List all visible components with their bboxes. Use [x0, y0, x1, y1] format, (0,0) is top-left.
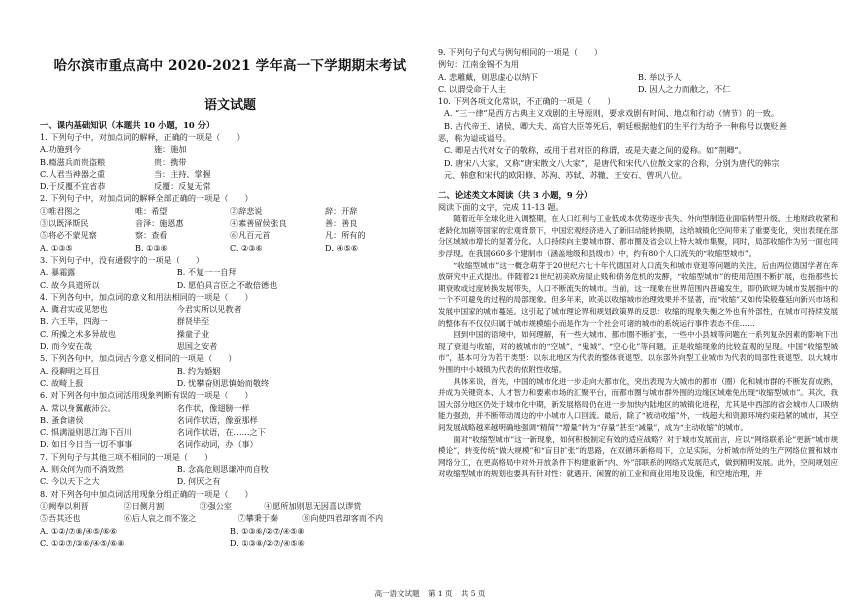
- footer-page-number: 第 1 页: [427, 589, 453, 598]
- q5-options: C. 故畸上报 D. 忧攀奋则思慎始而敬终: [40, 377, 270, 388]
- q10-option-d-cont: 元、韩愈和宋代的欧阳修、苏洵、苏轼、苏辙、王安石、曾巩八位。: [444, 169, 687, 180]
- q6-option-b: B. 蚤食诸侯 名词作状语，像蚕那样: [40, 414, 258, 425]
- q3-options: C. 故今具道所以 D. 愿伯具言臣之不敢倍德也: [40, 279, 278, 290]
- q5-options: A. 役聊明之耳目 B. 约为婚姻: [40, 365, 221, 376]
- q2-options: A. ①③⑤ B. ①③⑥ C. ②③⑥ D. ④⑤⑥: [40, 242, 359, 253]
- footer-total-pages: 共 5 页: [460, 589, 486, 598]
- q10-stem: 10. 下列各项文化常识，不正确的一项是（ ）: [438, 96, 616, 107]
- q6-stem: 6. 对下列各句中加点词活用现象判断有误的一项是（ ）: [40, 390, 253, 401]
- reading-paragraph: 回到中国的语境中，如何理解，有一些大城市、都市圈不断扩张，一些中小县城等问题在一系列复杂因素的影响下出现了衰退与收缩，对的被城市的“空城”、“鬼城”、“空心化”等问题，正是收缩现象的比较直观的呈现。中国“收缩型城市”，基本可分为若干类型：以东北地区为代表的整体衰退型、以东部外向型工业城市为代表的局部性衰退型、以大城市外围的中小城镇为代表的依附性收缩。: [438, 330, 838, 374]
- q2-items-row: ①唯君图之 唯：希望 ②辞悲说 辞：开辞: [40, 205, 358, 216]
- q8-options: C. ①②⑦/③⑥/④⑤/⑥⑧ D. ①③⑧/②⑦/④⑤⑥: [40, 537, 305, 548]
- q5-stem: 5. 下列各句中，加点词古今意义相同的一项是（ ）: [40, 353, 237, 364]
- page-footer: [0, 588, 860, 599]
- section-2-heading: 二、论述类文本阅读（共 3 小题，9 分）: [438, 190, 593, 201]
- left-column: [40, 50, 420, 549]
- q10-option-b: B. 古代帝王、诸侯、卿大夫、高官大臣等死后，朝廷根据他们的生平行为给予一种称号以褒贬善: [444, 120, 787, 131]
- q4-option-a: A. 冀君实或见恕也 今君实所以见教者: [40, 304, 242, 315]
- q3-stem: 3. 下列句子中，没有通假字的一项是（ ）: [40, 254, 205, 265]
- q10-option-b-cont: 恶，称为谥或谥号。: [438, 133, 511, 144]
- q9-options: A. 悲雕戴，则思虚心以纳下 B. 举以予人: [438, 71, 682, 82]
- q8-items-row: ⑤吾其还也 ⑥后人哀之而不鉴之 ⑦攀秉于秦 ⑧向使四君却客而不内: [40, 513, 384, 524]
- reading-paragraph: 面对“收缩型城市”这一新现象，如何积极制定有效的适应战略？对于城市发展而言，应以“网络联系论”更新“城市规模论”，转变传统“做大规模”和“盲目扩张”的思路，在双循环新格局下，立足实际，分析城市所处的生产网络位置和城市网络分工，在更高格局中对外开放条件下构建重新“内、外”部联系的网络式发展范式，做到精明发展。此外，空间规划应对收缩型城市的规划也要具有针对性：就遇开、闲置的前工业和商业用地及设施，和空地治理，并: [438, 434, 838, 479]
- reading-intro: 阅读下面的文字，完成 11-13 题。: [438, 202, 564, 213]
- q2-items-row: ③以既泽斯民 音泽：施恩惠 ④素善留侯张良 善：善良: [40, 218, 358, 229]
- q2-stem: 2. 下列句子中，对加点词的解释全部正确的一项是（ ）: [40, 193, 253, 204]
- q9-options: C. 以谓受命于人主 D. 因人之力而敝之，不仁: [438, 83, 731, 94]
- q7-stem: 7. 下列句子与其他三项不相同的一项是（ ）: [40, 451, 213, 462]
- q6-option-a: A. 常以身翼蔽沛公。 名作状，像翅膀一样: [40, 402, 250, 413]
- q9-stem: 9. 下列句子句式与例句相同的一项是（ ）: [438, 47, 603, 57]
- q1-stem: 1. 下列句子中，对加点词的解释，正确的一项是（ ）: [40, 132, 245, 142]
- q6-option-c: C. 惧满溢则思江海下百川 名词作状语，在……之下: [40, 427, 266, 438]
- q3-options: A. 暴霜露 B. 不复一一自拜: [40, 267, 237, 278]
- q8-stem: 8. 对下列各句中加点词活用现象分组正确的一项是（ ）: [40, 488, 253, 499]
- section-1-heading: 一、课内基础知识（本题共 10 小题，10 分）: [40, 120, 215, 130]
- reading-paragraph: 具体来说，首先，中国的城市化进一步走向大都市化，突出表现为大城市的都市（圈）化和城市群的不断发育成熟，并成为关键资本、人才智力和要素市场的汇聚平台，而都市圈与城市群外围的边缘区域难免出现“收缩型城市”。其次，我国大部分地区仍处于城市化中期，新发展格局仍在进一步加快内陆地区的城镇化进程，尤其是中西部的省会城市人口吸纳能力强劲，并不断带动周边的中小城市人口回流。最后，除了“被动收缩”外，一线超大和资源环境约束趋紧的城市，其空间发展战略越来越明确地强调“精简”“增量”转为“存量”甚至“减量”，成为“主动收缩”的城市。: [438, 376, 838, 432]
- q4-option-d: D. 而今安在哉 思国之安者: [40, 341, 218, 352]
- q4-option-c: C. 所操之术多异故也 操童子业: [40, 328, 210, 339]
- q6-option-d: D. 如日今日当一切不事事 名词作动词，办（事）: [40, 439, 258, 450]
- q1-option-a: A.功施到今 施：施加: [40, 144, 187, 155]
- exam-title: 哈尔滨市重点高中 2020-2021 学年高一下学期期末考试: [53, 58, 407, 74]
- q9-example: 例句：江南金锡不为用: [438, 59, 519, 70]
- q1-option-c: C.人君当神器之重 当：主持、掌握: [40, 168, 211, 179]
- q10-option-c: C. 卿是古代对女子的敬称，或用于君对臣的称谓，或是夫妻之间的爱称。如“荆卿”。: [444, 145, 747, 156]
- q1-option-d: D.于反覆不宜省恭 反覆：反复无常: [40, 181, 211, 192]
- q1-option-b: B.瘾滋兵而贵盗粮 贵：携带: [40, 156, 187, 167]
- q10-option-d: D. 唐宋八大家，又称“唐宋散文八大家”，是唐代和宋代八位散文家的合称，分别为唐代的韩宗: [444, 157, 780, 168]
- reading-paragraph: “收缩型城市”这一概念萌芽于20世纪六七十年代德国对人口流失和城市衰退等问题的关注，后由两位德国学者在奔放研究中正式提出。伴随着21世纪初美欧房屋止贱和债务危机的发酵，“收缩型城市”的使用范围不断扩展，也指那些长期衰败或过度转换发展带失，人口不断流失的城市。当前，这一现象在世界范围内普遍发生，即仍欧规为城市发展指中的一个不可避免的过程的局部现象。但多年来，欧美以收缩城市治理效果并不显著，而“收缩”又如传染般蔓延向新兴市场和发展中国家的城市蔓延。这引起了城市理论界和规划政策界的反思：收缩的现象失衡之外也有外部性，在城市可持续发展的整体有不仅仅归属于城市规模缩小而是作为一个社会可诸的城市的系统运行事件表态不佳……: [438, 260, 838, 328]
- q8-items-row: ①阙奉以利晋 ②日侧月割 ③强公室 ④愿所加则思无因喜以谬赏: [40, 500, 362, 511]
- q2-items-row: ⑤将必不蒙见察 察：查看 ⑥凡百元首 凡：所有的: [40, 230, 366, 241]
- q8-options: A. ①②/⑦⑧/④⑤/⑥⑥ B. ①③⑥/②⑦/④⑤⑧: [40, 525, 305, 536]
- q4-option-b: B. 六王毕，四海一 群贤毕至: [40, 316, 210, 327]
- exam-subtitle: 语文试题: [203, 98, 256, 113]
- q7-options: A. 则众何为而不淌效然 B. 念高危则思谦冲而自牧: [40, 464, 269, 475]
- footer-exam-name: 高一语文试题: [374, 589, 420, 598]
- q7-options: C. 今以天下之大 D. 何厌之有: [40, 476, 221, 487]
- q10-option-a: A. “三一律”是西方古典主义戏剧的主导原则，要求戏剧有时间、地点和行动（情节）的一致。: [444, 108, 779, 119]
- reading-paragraph: 随着近年全球化进入调整期，在人口红利与工业低成本优势逐步丧失、外向型制造业面临转型升级、土地财政收紧和老龄化加剧等国家的宏观背景下，中国宏观经济进入了新旧动能转换期，这给城镇化空间带来了重要变化，突出表现在部分区域城市增长的显著分化。人口持续向主要城市群、都市圈及省会以上特大城市集聚，同时，局部收缩作为另一面也同步浮现。在我国660多个建制市（涵盖地级和县级市）中，约有80个人口流失的“收缩型城市”。: [438, 214, 838, 259]
- right-column: [438, 46, 838, 479]
- q4-stem: 4. 下列各句中，加点词的意义和用法相同的一项是（ ）: [40, 291, 253, 302]
